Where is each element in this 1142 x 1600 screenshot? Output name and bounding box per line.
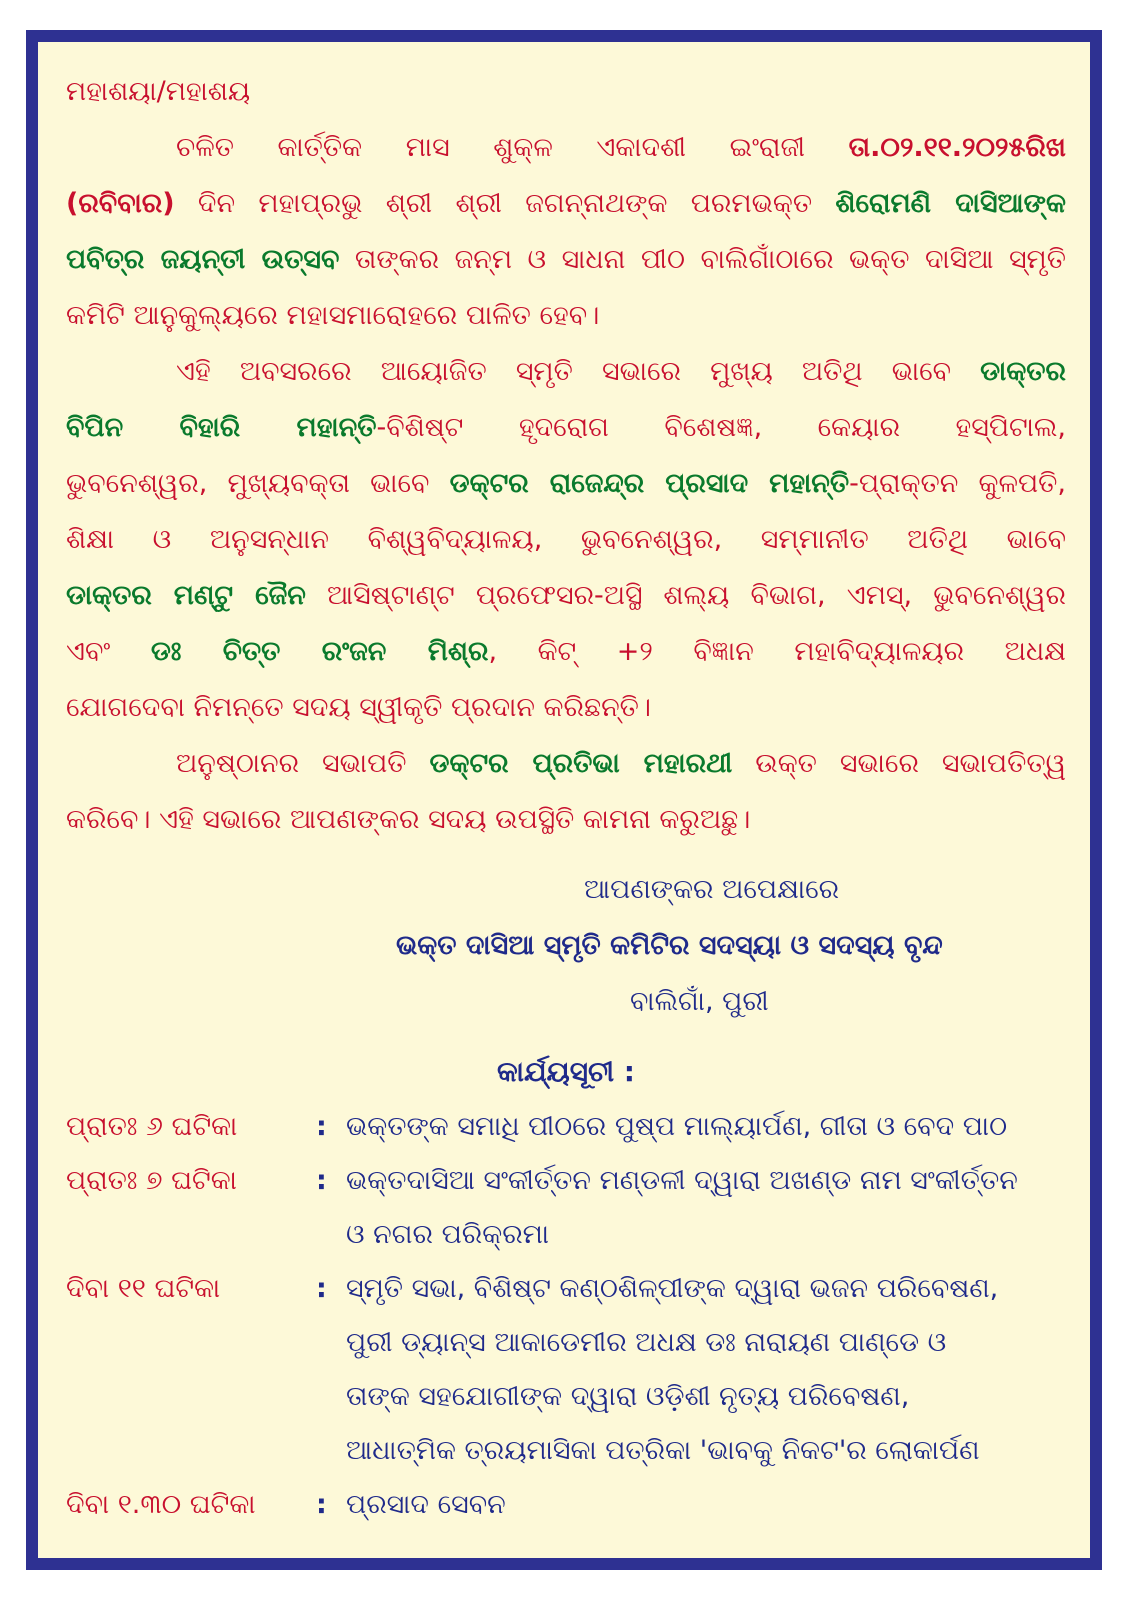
invitation-content [66, 64, 1066, 1532]
schedule-activity: ସ୍ମୃତି ସଭା, ବିଶିଷ୍ଟ କଣ୍ଠଶିଳ୍ପୀଙ୍କ ଦ୍ୱାରା ଭଜନ ପରିବେଷଣ, [346, 1273, 999, 1304]
text-line: ଏହି ଅବସରରେ ଆୟୋଜିତ ସ୍ମୃତି ସଭାରେ ମୁଖ୍ୟ ଅତିଥି ଭାବେ ଡାକ୍ତର [176, 356, 1066, 387]
event-date: ତା.୦୨.୧୧.୨୦୨୫ରିଖ [848, 132, 1066, 163]
schedule-activity: ପ୍ରସାଦ ସେବନ [346, 1489, 506, 1520]
schedule-title: କାର୍ଯ୍ୟସୂଚୀ : [496, 1055, 635, 1088]
signature-block [66, 862, 1066, 1030]
schedule-activity-continued: ତାଙ୍କ ସହଯୋଗୀଙ୍କ ଦ୍ୱାରା ଓଡ଼ିଶୀ ନୃତ୍ୟ ପରିବେଷଣ, [346, 1381, 910, 1412]
president-name: ଡକ୍ଟର ପ୍ରତିଭା ମହାରଥୀ [429, 748, 733, 779]
schedule-item: ପ୍ରାତଃ ୭ ଘଟିକା : ଭକ୍ତଦାସିଆ ସଂକୀର୍ତ୍ତନ ମଣ୍ଡଳୀ ଦ୍ୱାରା ଅଖଣ୍ଡ ନାମ ସଂକୀର୍ତ୍ତନ [66, 1154, 1066, 1208]
schedule-activity: ଭକ୍ତଦାସିଆ ସଂକୀର୍ତ୍ତନ ମଣ୍ଡଳୀ ଦ୍ୱାରା ଅଖଣ୍ଡ ନାମ ସଂକୀର୍ତ୍ତନ [346, 1165, 1018, 1196]
paragraph-announcement [66, 120, 1066, 344]
devotee-name: ଶିରୋମଣି ଦାସିଆଙ୍କ [835, 188, 1066, 219]
event-day: (ରବିବାର) [66, 188, 175, 219]
invitation-card [26, 30, 1102, 1570]
paragraph-president [66, 736, 1066, 848]
text-line: ବିପିନ ବିହାରି ମହାନ୍ତି-ବିଶିଷ୍ଟ ହୃଦରୋଗ ବିଶେଷଜ୍ଞ, କେୟାର ହସ୍ପିଟାଲ, [66, 412, 1066, 443]
salutation: ମହାଶୟା/ମହାଶୟ [66, 76, 251, 107]
schedule-activity: ଭକ୍ତଙ୍କ ସମାଧି ପୀଠରେ ପୁଷ୍ପ ମାଲ୍ୟାର୍ପଣ, ଗୀତା ଓ ବେଦ ପାଠ [346, 1111, 1008, 1142]
schedule-list [66, 1100, 1066, 1532]
text-line: କରିବେ। ଏହି ସଭାରେ ଆପଣଙ୍କର ସଦୟ ଉପସ୍ଥିତି କାମନା କରୁଅଛୁ। [66, 804, 751, 835]
text-line: ଏବଂ ଡଃ ଚିତ୍ତ ରଂଜନ ମିଶ୍ର, କିଟ୍ +୨ ବିଜ୍ଞାନ ମହାବିଦ୍ୟାଳୟର ଅଧକ୍ଷ [66, 636, 1067, 667]
text-line: ପବିତ୍ର ଜୟନ୍ତୀ ଉତ୍ସବ ତାଙ୍କର ଜନ୍ମ ଓ ସାଧନା ପୀଠ ବାଲିଗାଁଠାରେ ଭକ୍ତ ଦାସିଆ ସ୍ମୃତି [66, 244, 1066, 275]
festival-name: ପବିତ୍ର ଜୟନ୍ତୀ ଉତ୍ସବ [66, 244, 340, 275]
schedule-time: ଦିବା ୧୧ ଘଟିକା [66, 1273, 221, 1304]
schedule-time: ପ୍ରାତଃ ୭ ଘଟିକା [66, 1165, 237, 1196]
text-line: ଚଳିତ କାର୍ତ୍ତିକ ମାସ ଶୁକ୍ଳ ଏକାଦଶୀ ଇଂରାଜୀ ତା.୦୨.୧୧.୨୦୨୫ରିଖ [176, 132, 1066, 163]
schedule-item: ଦିବା ୧.୩୦ ଘଟିକା : ପ୍ରସାଦ ସେବନ [66, 1478, 1066, 1532]
signature-place: ବାଲିଗାଁ, ପୁରୀ [630, 986, 769, 1017]
guest-name: ଡଃ ଚିତ୍ତ ରଂଜନ ମିଶ୍ର [150, 636, 489, 667]
paragraph-guests [66, 344, 1066, 736]
signature-committee: ଭକ୍ତ ଦାସିଆ ସ୍ମୃତି କମିଟିର ସଦସ୍ୟା ଓ ସଦସ୍ୟ ବୃନ୍ଦ [396, 930, 943, 961]
schedule-time: ଦିବା ୧.୩୦ ଘଟିକା [66, 1489, 256, 1520]
text-line: ଅନୁଷ୍ଠାନର ସଭାପତି ଡକ୍ଟର ପ୍ରତିଭା ମହାରଥୀ ଉକ୍ତ ସଭାରେ ସଭାପତିତ୍ୱ [176, 748, 1066, 779]
chief-guest-name: ବିପିନ ବିହାରି ମହାନ୍ତି [66, 412, 377, 443]
text-line: ଶିକ୍ଷା ଓ ଅନୁସନ୍ଧାନ ବିଶ୍ୱବିଦ୍ୟାଳୟ, ଭୁବନେଶ୍ୱର, ସମ୍ମାନୀତ ଅତିଥି ଭାବେ [66, 524, 1066, 555]
text-line: (ରବିବାର) ଦିନ ମହାପ୍ରଭୁ ଶ୍ରୀ ଶ୍ରୀ ଜଗନ୍ନାଥଙ୍କ ପରମଭକ୍ତ ଶିରୋମଣି ଦାସିଆଙ୍କ [66, 188, 1066, 219]
schedule-item: ପ୍ରାତଃ ୬ ଘଟିକା : ଭକ୍ତଙ୍କ ସମାଧି ପୀଠରେ ପୁଷ୍ପ ମାଲ୍ୟାର୍ପଣ, ଗୀତା ଓ ବେଦ ପାଠ [66, 1100, 1066, 1154]
schedule-activity-continued: ଓ ନଗର ପରିକ୍ରମା [346, 1219, 550, 1250]
schedule-activity-continued: ଆଧାତ୍ମିକ ତ୍ରୟମାସିକା ପତ୍ରିକା 'ଭାବକୁ ନିକଟ'ର ଲୋକାର୍ପଣ [346, 1435, 980, 1466]
schedule-item: ଦିବା ୧୧ ଘଟିକା : ସ୍ମୃତି ସଭା, ବିଶିଷ୍ଟ କଣ୍ଠଶିଳ୍ପୀଙ୍କ ଦ୍ୱାରା ଭଜନ ପରିବେଷଣ, [66, 1262, 1066, 1316]
signature-greeting: ଆପଣଙ୍କର ଅପେକ୍ଷାରେ [584, 874, 840, 905]
text-line: କମିଟି ଆନୁକୁଲ୍ୟରେ ମହାସମାରୋହରେ ପାଳିତ ହେବ। [66, 300, 600, 331]
text-line: ଭୁବନେଶ୍ୱର, ମୁଖ୍ୟବକ୍ତା ଭାବେ ଡକ୍ଟର ରାଜେନ୍ଦ୍ର ପ୍ରସାଦ ମହାନ୍ତି-ପ୍ରାକ୍ତନ କୁଳପତି, [66, 468, 1066, 499]
text-line: ଡାକ୍ତର ମଣ୍ଟୁ ଜୈନ ଆସିଷ୍ଟାଣ୍ଟ ପ୍ରଫେସର-ଅସ୍ଥି ଶଲ୍ୟ ବିଭାଗ, ଏମସ୍, ଭୁବନେଶ୍ୱର [66, 580, 1066, 611]
main-speaker-name: ଡକ୍ଟର ରାଜେନ୍ଦ୍ର ପ୍ରସାଦ ମହାନ୍ତି [449, 468, 850, 499]
schedule-activity-continued: ପୁରୀ ଡ୍ୟାନ୍ସ ଆକାଡେମୀର ଅଧକ୍ଷ ଡଃ ନାରାୟଣ ପାଣ୍ଡେ ଓ [346, 1327, 947, 1358]
schedule-time: ପ୍ରାତଃ ୬ ଘଟିକା [66, 1111, 238, 1142]
honoured-guest-name: ଡାକ୍ତର ମଣ୍ଟୁ ଜୈନ [66, 580, 306, 611]
text-line: ଯୋଗଦେବା ନିମନ୍ତେ ସଦୟ ସ୍ୱୀକୃତି ପ୍ରଦାନ କରିଛନ୍ତି। [66, 692, 652, 723]
